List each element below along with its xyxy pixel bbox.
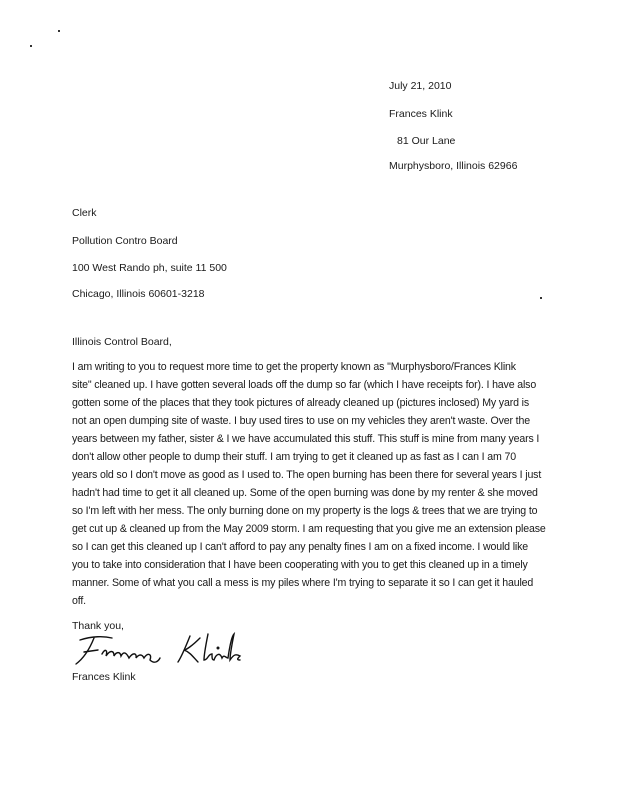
letter-date: July 21, 2010 (389, 80, 452, 92)
scan-speck (30, 45, 32, 47)
recipient-org: Pollution Contro Board (72, 235, 178, 247)
recipient-title: Clerk (72, 207, 97, 219)
salutation: Illinois Control Board, (72, 336, 172, 348)
sender-city: Murphysboro, Illinois 62966 (389, 160, 518, 172)
body-line: off. (72, 595, 86, 607)
body-line: I am writing to you to request more time to get the property known as "Murphysboro/Frances Klink (72, 361, 516, 373)
scan-speck (58, 30, 60, 32)
body-line: so I can get this cleaned up I can't afford to pay any penalty fines I am on a fixed income. I would like (72, 541, 529, 553)
body-line: years old so I don't move as good as I used to. The open burning has been there for several years I just (72, 469, 542, 481)
recipient-street: 100 West Rando ph, suite 11 500 (72, 262, 227, 274)
body-line: get cut up & cleaned up from the May 2009 storm. I am requesting that you give me an extension please (72, 523, 546, 535)
recipient-city: Chicago, Illinois 60601-3218 (72, 288, 205, 300)
body-line: gotten some of the places that they took pictures of already cleaned up (pictures inclosed) My yard is (72, 397, 529, 409)
signer-name: Frances Klink (72, 671, 136, 683)
body-line: hadn't had time to get it all cleaned up. Some of the open burning was done by my renter & she moved (72, 487, 538, 499)
body-line: don't allow other people to dump their stuff. I am trying to get it cleaned up as fast as I can I am 70 (72, 451, 516, 463)
closing: Thank you, (72, 620, 124, 632)
handwritten-signature (72, 630, 272, 670)
sender-name: Frances Klink (389, 108, 453, 120)
sender-street: 81 Our Lane (397, 135, 456, 147)
body-line: you to take into consideration that I have been cooperating with you to get this cleaned up in a timely (72, 559, 528, 571)
body-line: not an open dumping site of waste. I buy used tires to use on my vehicles they aren't waste. Over the (72, 415, 530, 427)
body-line: so I'm left with her mess. The only burning done on my property is the logs & trees that we are trying to (72, 505, 538, 517)
body-line: site" cleaned up. I have gotten several loads off the dump so far (which I have receipts for). I have also (72, 379, 537, 391)
body-line: years between my father, sister & I we have accumulated this stuff. This stuff is mine from many years I (72, 433, 540, 445)
scan-speck (540, 297, 542, 299)
body-line: manner. Some of what you call a mess is my piles where I'm trying to separate it so I can get it hauled (72, 577, 534, 589)
